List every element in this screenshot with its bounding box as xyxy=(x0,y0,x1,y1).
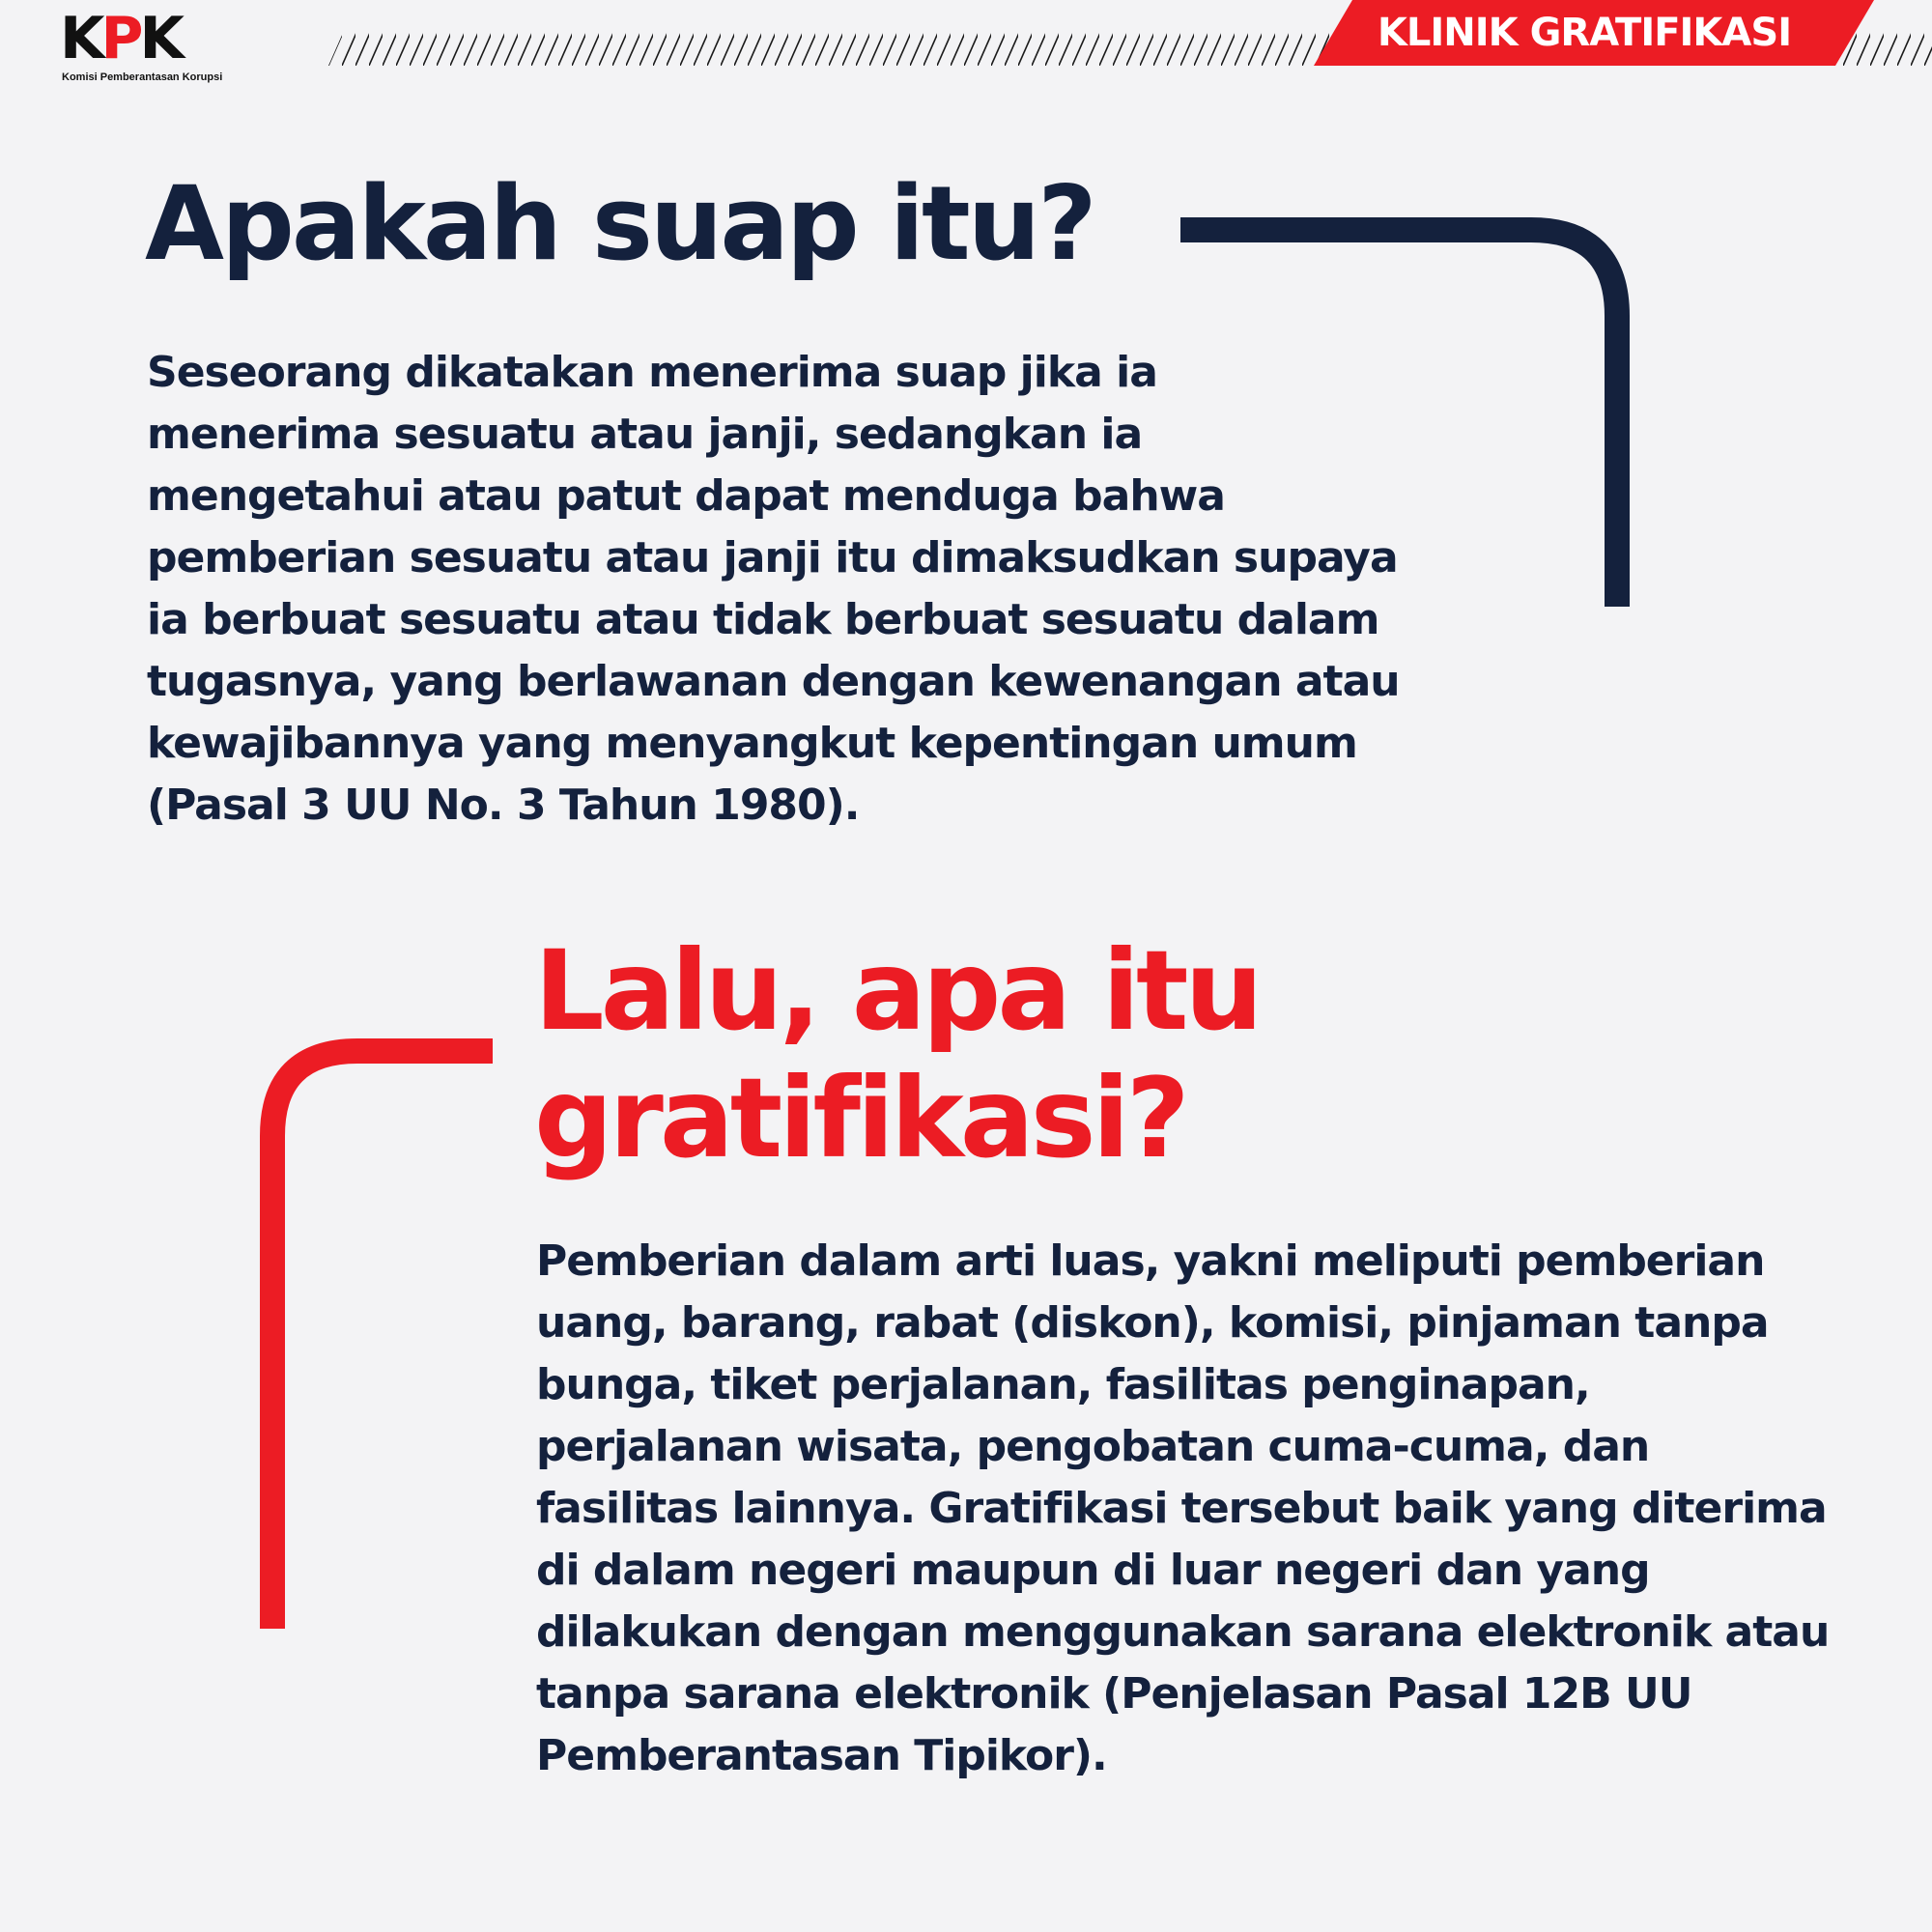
kpk-logo-subtitle: Komisi Pemberantasan Korupsi xyxy=(62,71,223,83)
klinik-gratifikasi-badge: KLINIK GRATIFIKASI xyxy=(1377,11,1792,55)
kpk-logo-wordmark: KPK xyxy=(60,5,181,72)
paragraph-definisi-gratifikasi: Pemberian dalam arti luas, yakni meliputi pemberian uang, barang, rabat (diskon), komisi, pinjaman tanpa bunga, tiket perjalanan, fasilitas penginapan, perjalanan wisata, pengobatan cuma-cuma, dan fasilitas lainnya. Gratifikasi tersebut baik yang diterima di dalam negeri maupun di luar negeri dan yang dilakukan dengan menggunakan sarana elektronik atau tanpa sarana elektronik (Penjelasan Pasal 12B UU Pemberantasan Tipikor). xyxy=(536,1236,1830,1780)
heading-lalu-apa-itu-gratifikasi: Lalu, apa itu gratifikasi? xyxy=(534,926,1260,1182)
red-corner-bracket xyxy=(272,1051,493,1629)
heading-apakah-suap-itu: Apakah suap itu? xyxy=(145,164,1094,283)
paragraph-definisi-suap: Seseorang dikatakan menerima suap jika ia menerima sesuatu atau janji, sedangkan ia mengetahui atau patut dapat menduga bahwa pemberian sesuatu atau janji itu dimaksudkan supaya ia berbuat sesuatu atau tidak berbuat sesuatu dalam tugasnya, yang berlawanan dengan kewenangan atau kewajibannya yang menyangkut kepentingan umum (Pasal 3 UU No. 3 Tahun 1980). xyxy=(147,348,1400,830)
